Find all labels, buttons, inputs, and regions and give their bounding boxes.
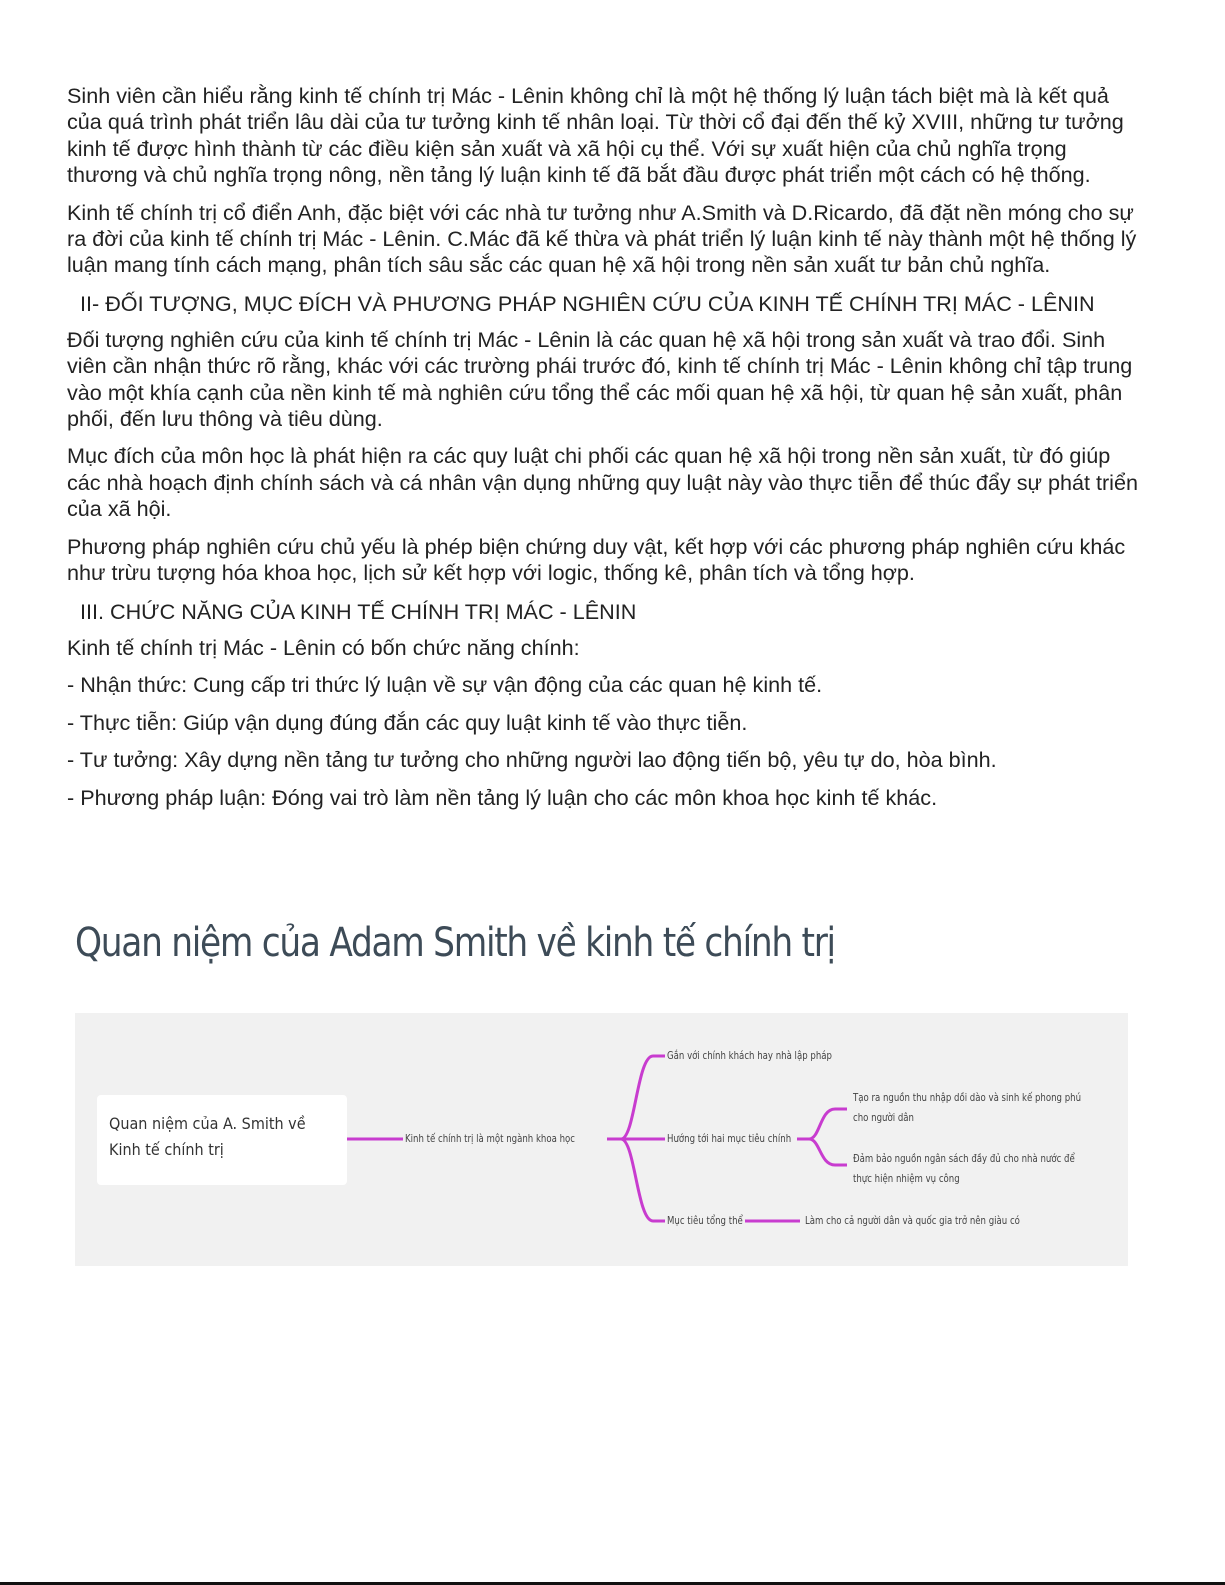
node-level1: Kinh tế chính trị là một ngành khoa học [405,1132,575,1145]
node-overall-goal: Mục tiêu tổng thể [667,1214,743,1227]
figure-title: Quan niệm của Adam Smith về kinh tế chính trị [75,920,835,966]
section-heading-3: III. CHỨC NĂNG CỦA KINH TẾ CHÍNH TRỊ MÁC - LÊNIN [80,598,637,624]
paragraph-functions-intro: Kinh tế chính trị Mác - Lênin có bốn chức năng chính: [67,634,580,660]
node-two-goals: Hướng tới hai mục tiêu chính [667,1132,792,1145]
node-goal-budget: Đảm bảo nguồn ngân sách đầy đủ cho nhà nước để thực hiện nhiệm vụ công [853,1152,1075,1185]
root-node [97,1095,347,1185]
paragraph-classical-economics: Kinh tế chính trị cổ điển Anh, đặc biệt với các nhà tư tưởng như A.Smith và D.Ricardo, đã đặt nền móng cho sự ra đời của kinh tế chính trị Mác - Lênin. C.Mác đã kế thừa và phát triển lý luận kinh tế này thành một hệ thống lý luận mang tính cách mạng, phân tích sâu sắc các quan hệ xã hội trong nền sản xuất tư bản chủ nghĩa. [67,199,1137,278]
node-legislator: Gắn với chính khách hay nhà lập pháp [667,1049,832,1062]
link-branch-b-to-subitems [797,1109,847,1165]
link-level1-to-branches [607,1056,665,1221]
function-item-ideology: - Tư tưởng: Xây dựng nền tảng tư tưởng cho những người lao động tiến bộ, yêu tự do, hòa bình. [67,747,997,772]
function-item-cognition: - Nhận thức: Cung cấp tri thức lý luận về sự vận động của các quan hệ kinh tế. [67,672,823,697]
paragraph-history: Sinh viên cần hiểu rằng kinh tế chính trị Mác - Lênin không chỉ là một hệ thống lý luận tách biệt mà là kết quả của quá trình phát triển lâu dài của tư tưởng kinh tế nhân loại. Từ thời cổ đại đến thế kỷ XVIII, những tư tưởng kinh tế được hình thành từ các điều kiện sản xuất và xã hội cụ thể. Với sự xuất hiện của chủ nghĩa trọng thương và chủ nghĩa trọng nông, nền tảng lý luận kinh tế đã bắt đầu được phát triển một cách có hệ thống. [67,83,1124,188]
mindmap-figure [75,918,1128,1266]
paragraph-purpose: Mục đích của môn học là phát hiện ra các quy luật chi phối các quan hệ xã hội trong nền sản xuất, từ đó giúp các nhà hoạch định chính sách và cá nhân vận dụng những quy luật này vào thực tiễn để thúc đẩy sự phát triển của xã hội. [67,443,1138,522]
mindmap-diagram [75,1013,1128,1266]
paragraph-method: Phương pháp nghiên cứu chủ yếu là phép biện chứng duy vật, kết hợp với các phương pháp nghiên cứu khác như trừu tượng hóa khoa học, lịch sử kết hợp với logic, thống kê, phân tích và tổng hợp. [67,533,1126,586]
section-heading-2: II- ĐỐI TƯỢNG, MỤC ĐÍCH VÀ PHƯƠNG PHÁP NGHIÊN CỨU CỦA KINH TẾ CHÍNH TRỊ MÁC - LÊNIN [80,290,1095,316]
node-goal-income: Tạo ra nguồn thu nhập dồi dào và sinh kế phong phú cho người dân [853,1091,1082,1124]
paragraph-object: Đối tượng nghiên cứu của kinh tế chính trị Mác - Lênin là các quan hệ xã hội trong sản xuất và trao đổi. Sinh viên cần nhận thức rõ rằng, khác với các trường phái trước đó, kinh tế chính trị Mác - Lênin không chỉ tập trung vào một khía cạnh của nền kinh tế mà nghiên cứu tổng thể các mối quan hệ xã hội, từ quan hệ sản xuất, phân phối, đến lưu thông và tiêu dùng. [67,326,1133,432]
function-item-practice: - Thực tiễn: Giúp vận dụng đúng đắn các quy luật kinh tế vào thực tiễn. [67,709,748,735]
root-node-label: Quan niệm của A. Smith về Kinh tế chính trị [109,1114,306,1159]
document-body [67,83,1142,822]
function-item-methodology: - Phương pháp luận: Đóng vai trò làm nền tảng lý luận cho các môn khoa học kinh tế khác. [67,784,938,810]
node-wealth: Làm cho cả người dân và quốc gia trở nên giàu có [805,1214,1020,1227]
